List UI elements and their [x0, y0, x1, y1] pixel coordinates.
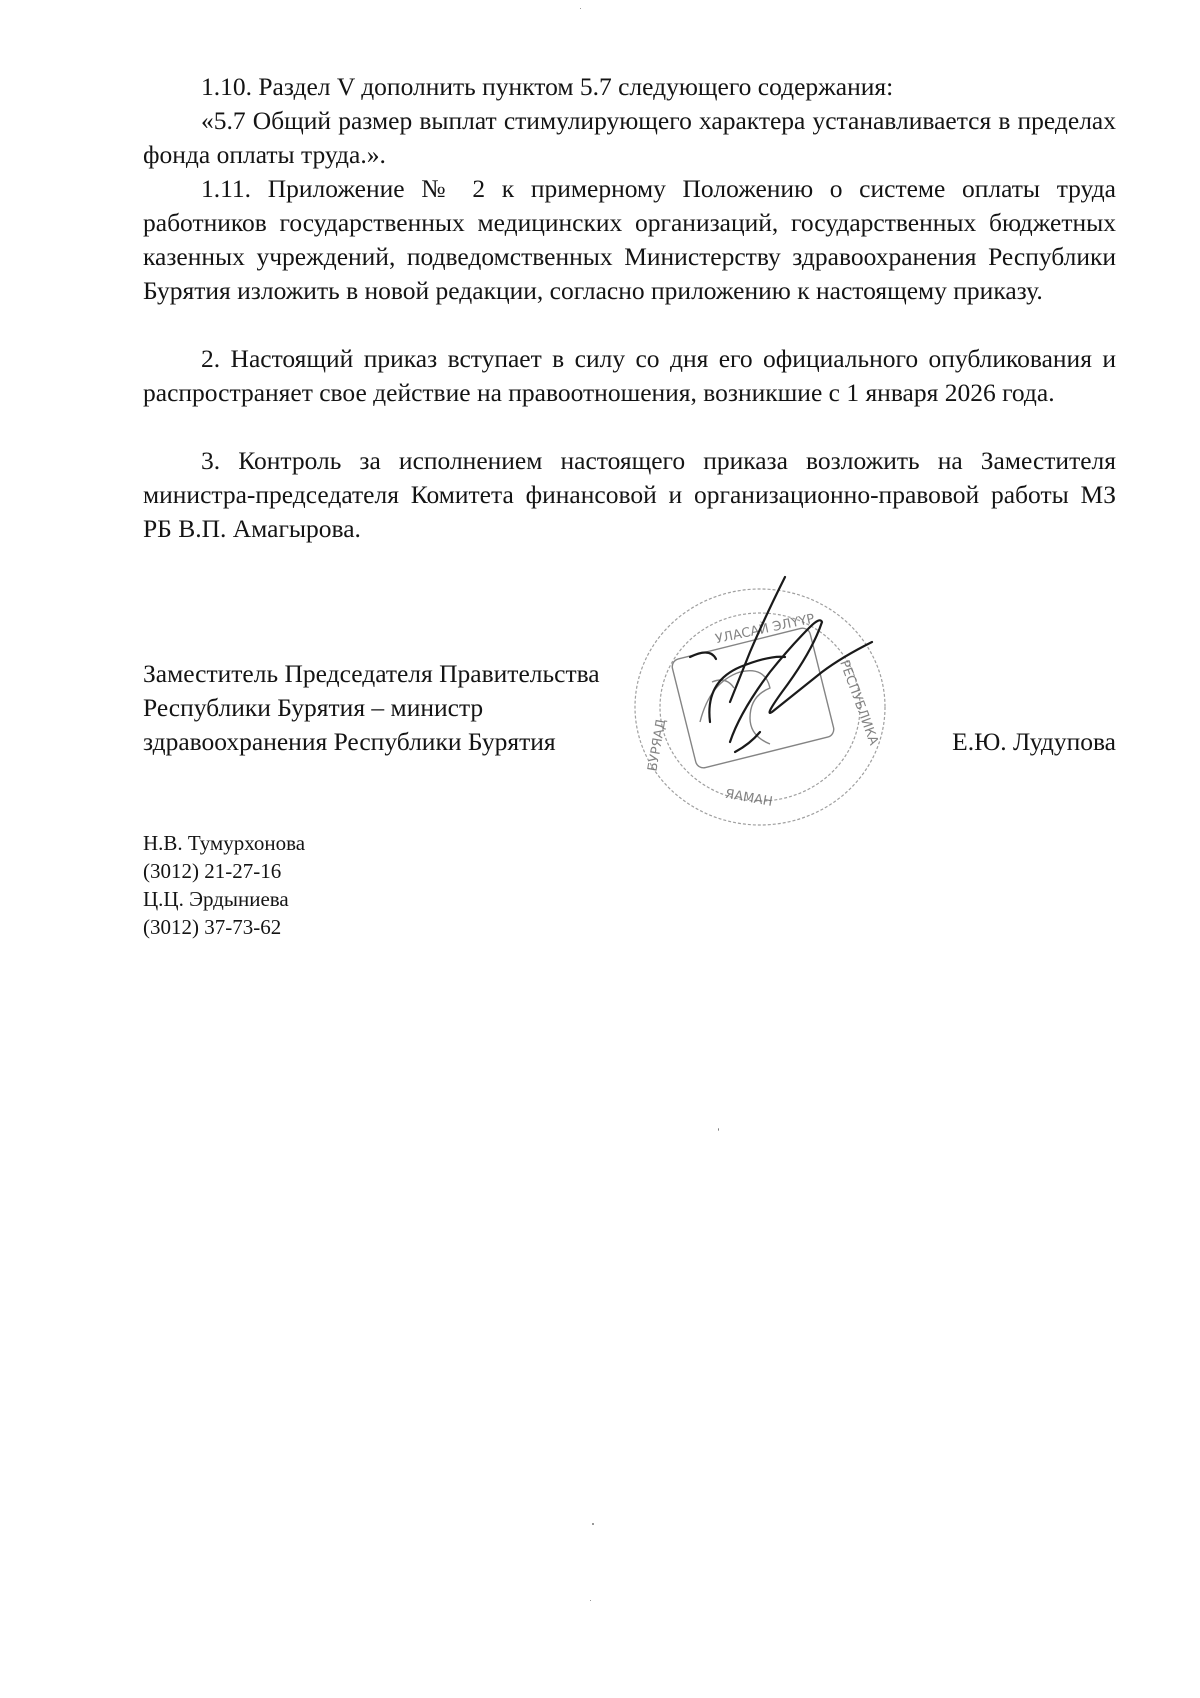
- seal-text-top: УЛАСАЙ ЭЛҮҮР: [714, 611, 817, 648]
- seal-text-right: РЕСПУБЛИКА: [836, 658, 881, 748]
- signatory-title: [143, 657, 600, 759]
- paragraph-gap: [143, 410, 1116, 444]
- signatory-name: Е.Ю. Лудупова: [952, 727, 1116, 756]
- scan-speck: [590, 1600, 591, 1601]
- seal-text-bottom: ЯАМАН: [723, 786, 774, 810]
- executor-phone-2: (3012) 37-73-62: [143, 915, 282, 939]
- executor-contacts: [143, 829, 305, 941]
- document-body: [143, 70, 1116, 546]
- official-seal-with-signature: [620, 572, 910, 842]
- executor-phone-1: (3012) 21-27-16: [143, 859, 282, 883]
- seal-text-left: БУРЯАД: [645, 717, 670, 773]
- executor-name-2: Ц.Ц. Эрдыниева: [143, 887, 289, 911]
- paragraph-1-11: 1.11. Приложение № 2 к примерному Положению о системе оплаты труда работников государственных медицинских организаций, государственных бюджетных казенных учреждений, подведомственных Министерству здравоохранения Республики Бурятия изложить в новой редакции, согласно приложению к настоящему приказу.: [143, 174, 1116, 305]
- signatory-title-line-1: Заместитель Председателя Правительства: [143, 659, 600, 688]
- executor-name-1: Н.В. Тумурхонова: [143, 831, 306, 855]
- paragraph-3: 3. Контроль за исполнением настоящего приказа возложить на Заместителя министра-председателя Комитета финансовой и организационно-правовой работы МЗ РБ В.П. Амагырова.: [143, 446, 1116, 543]
- signatory-title-line-3: здравоохранения Республики Бурятия: [143, 727, 556, 756]
- scan-speck: [592, 1523, 594, 1525]
- paragraph-1-10: 1.10. Раздел V дополнить пунктом 5.7 следующего содержания:: [201, 72, 894, 101]
- paragraph-gap: [143, 308, 1116, 342]
- scan-speck: [580, 8, 581, 9]
- paragraph-5-7: «5.7 Общий размер выплат стимулирующего характера устанавливается в пределах фонда оплаты труда.».: [143, 106, 1116, 169]
- signatory-title-line-2: Республики Бурятия – министр: [143, 693, 484, 722]
- paragraph-2: 2. Настоящий приказ вступает в силу со дня его официального опубликования и распространяет свое действие на правоотношения, возникшие с 1 января 2026 года.: [143, 344, 1116, 407]
- scan-speck: [718, 1128, 719, 1131]
